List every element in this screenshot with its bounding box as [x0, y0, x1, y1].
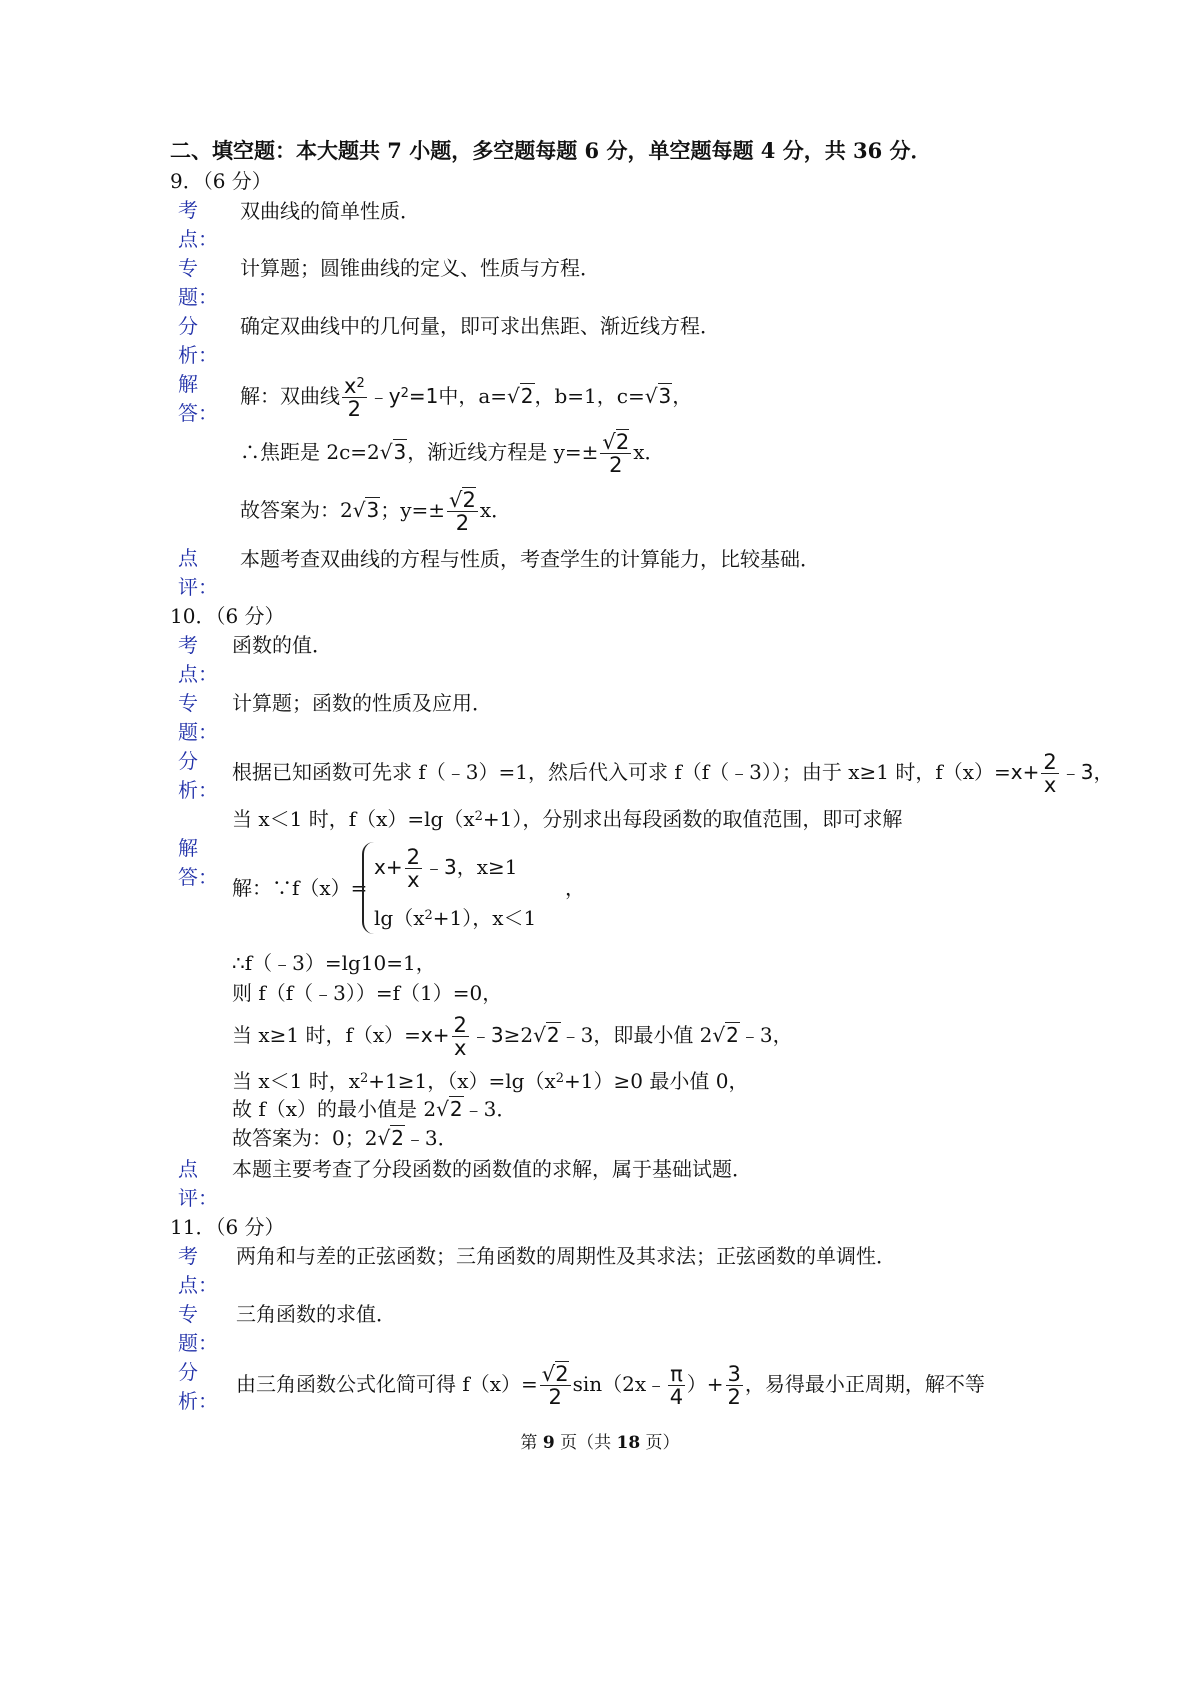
label-da: 答：: [178, 865, 218, 889]
sqrt-2: √2: [533, 1023, 560, 1047]
q10-fenxi-line2: 当 x＜1 时，$f(x)=\lg(x^2+1)$，分别求出每段函数的取值范围，即可求解: [232, 807, 903, 831]
fraction-3-over-2: $\frac{3}{2}$: [727, 1362, 741, 1409]
q10-kaodian: 函数的值．: [232, 633, 332, 657]
q11-kaodian: 两角和与差的正弦函数；三角函数的周期性及其求法；正弦函数的单调性．: [236, 1244, 896, 1268]
label-ping: 评：: [178, 1186, 218, 1210]
label-dianp: 点: [178, 1157, 198, 1181]
q9-header: 9．（6 分）: [170, 169, 272, 193]
fraction-2-over-x: $\frac{2}{x}$: [453, 1013, 467, 1060]
sqrt-2: √2: [436, 1097, 463, 1121]
q10-piece1: x+ $\frac{2}{x}$ ﹣3，x≥1: [374, 845, 518, 892]
sqrt-2: √2: [377, 1126, 404, 1150]
q10-jieda-line1: 解：∵f（x）=: [232, 876, 368, 900]
q10-dianping: 本题主要考查了分段函数的函数值的求解，属于基础试题．: [232, 1157, 752, 1181]
label-ping: 评：: [178, 575, 218, 599]
label-jie: 解: [178, 372, 198, 396]
label-fen: 分: [178, 749, 198, 773]
page-footer: 第 9 页（共 18 页）: [520, 1433, 680, 1453]
q9-fenxi: 确定双曲线中的几何量，即可求出焦距、渐近线方程．: [240, 314, 720, 338]
sqrt-2: √2: [507, 384, 534, 408]
fraction-sqrt2-over-2: $\frac{√2}{2}$: [541, 1362, 569, 1409]
label-jie: 解: [178, 836, 198, 860]
sqrt-3: √3: [379, 440, 407, 464]
q10-header: 10．（6 分）: [170, 604, 285, 628]
q10-l5: 故 f（x）的最小值是 2√2﹣3．: [232, 1097, 517, 1121]
fraction-pi-over-4: $\frac{\pi}{4}$: [669, 1362, 684, 1409]
label-xi: 析：: [178, 1389, 218, 1413]
q9-jieda-line2: ∴焦距是 2c=2√3，渐近线方程是 y=± $\frac{√2}{2}$ x．: [240, 430, 665, 477]
fraction-2-over-x: $\frac{2}{x}$: [406, 845, 420, 892]
label-kao: 考: [178, 633, 198, 657]
fraction-2-over-x: $\frac{2}{x}$: [1043, 750, 1057, 797]
fraction-sqrt2-over-2: $\frac{√2}{2}$: [449, 488, 476, 535]
q10-l1: ∴f（﹣3）=lg10=1，: [232, 951, 436, 975]
label-ti: 题：: [178, 285, 218, 309]
label-zhuan: 专: [178, 256, 198, 280]
q10-l6: 故答案为：0；2√2﹣3．: [232, 1126, 458, 1150]
q10-l3: 当 x≥1 时，f（x）=x+ $\frac{2}{x}$ ﹣3≥2√2﹣3，即最小值 2√2﹣3，: [232, 1013, 793, 1060]
q10-jieda-comma: ，: [565, 876, 585, 900]
label-xi: 析：: [178, 343, 218, 367]
sqrt-2: √2: [712, 1023, 739, 1047]
label-fen: 分: [178, 314, 198, 338]
q9-kaodian: 双曲线的简单性质．: [240, 199, 420, 223]
label-zhuan: 专: [178, 691, 198, 715]
q11-header: 11．（6 分）: [170, 1215, 285, 1239]
q10-zhuanti: 计算题；函数的性质及应用．: [232, 691, 492, 715]
fraction-sqrt2-over-2: $\frac{√2}{2}$: [602, 430, 630, 477]
q9-jieda-line1: 解：双曲线 $\frac{x^2}{2}$ $﹣y^2=1$中，a=√2，b=1，c=√3，: [240, 374, 693, 421]
q10-piece2: $\lg(x^2+1)$，x＜1: [374, 906, 537, 930]
label-ti: 题：: [178, 720, 218, 744]
fraction-x2-over-2: $\frac{x^2}{2}$: [344, 374, 365, 421]
piecewise-brace: [362, 842, 374, 934]
sqrt-3: √3: [644, 384, 672, 408]
label-dian: 点：: [178, 227, 218, 251]
section-title: 二、填空题：本大题共 7 小题，多空题每题 6 分，单空题每题 4 分，共 36 分．: [170, 138, 932, 163]
q11-zhuanti: 三角函数的求值．: [236, 1302, 396, 1326]
q9-dianping: 本题考查双曲线的方程与性质，考查学生的计算能力，比较基础．: [240, 547, 820, 571]
label-kao: 考: [178, 1244, 198, 1268]
q10-fenxi-line1: 根据已知函数可先求 f（﹣3）=1，然后代入可求 f（f（﹣3））；由于 x≥1 时，f（x）=x+ $\frac{2}{x}$ ﹣3，: [232, 750, 1114, 797]
label-fen: 分: [178, 1360, 198, 1384]
q10-l4: 当 x＜1 时，$x^2+1\ge 1$，$(x)=\lg(x^2+1)\ge 0$ 最小值 0，: [232, 1069, 749, 1093]
label-ti: 题：: [178, 1331, 218, 1355]
q11-fenxi: 由三角函数公式化简可得 f（x）= $\frac{√2}{2}$ sin（2x﹣ $\frac{\pi}{4}$ ）+ $\frac{3}{2}$ ，易得最小正周期，解不等: [236, 1362, 985, 1409]
label-da: 答：: [178, 401, 218, 425]
label-dian: 点：: [178, 662, 218, 686]
label-dian: 点：: [178, 1273, 218, 1297]
label-zhuan: 专: [178, 1302, 198, 1326]
label-kao: 考: [178, 198, 198, 222]
q9-jieda-line3: 故答案为：2√3；y=± $\frac{√2}{2}$ x．: [240, 488, 512, 535]
label-dianp: 点: [178, 546, 198, 570]
sqrt-3: √3: [352, 498, 380, 522]
q10-l2: 则 f（f（﹣3））=f（1）=0，: [232, 981, 503, 1005]
q9-zhuanti: 计算题；圆锥曲线的定义、性质与方程．: [240, 256, 600, 280]
label-xi: 析：: [178, 778, 218, 802]
